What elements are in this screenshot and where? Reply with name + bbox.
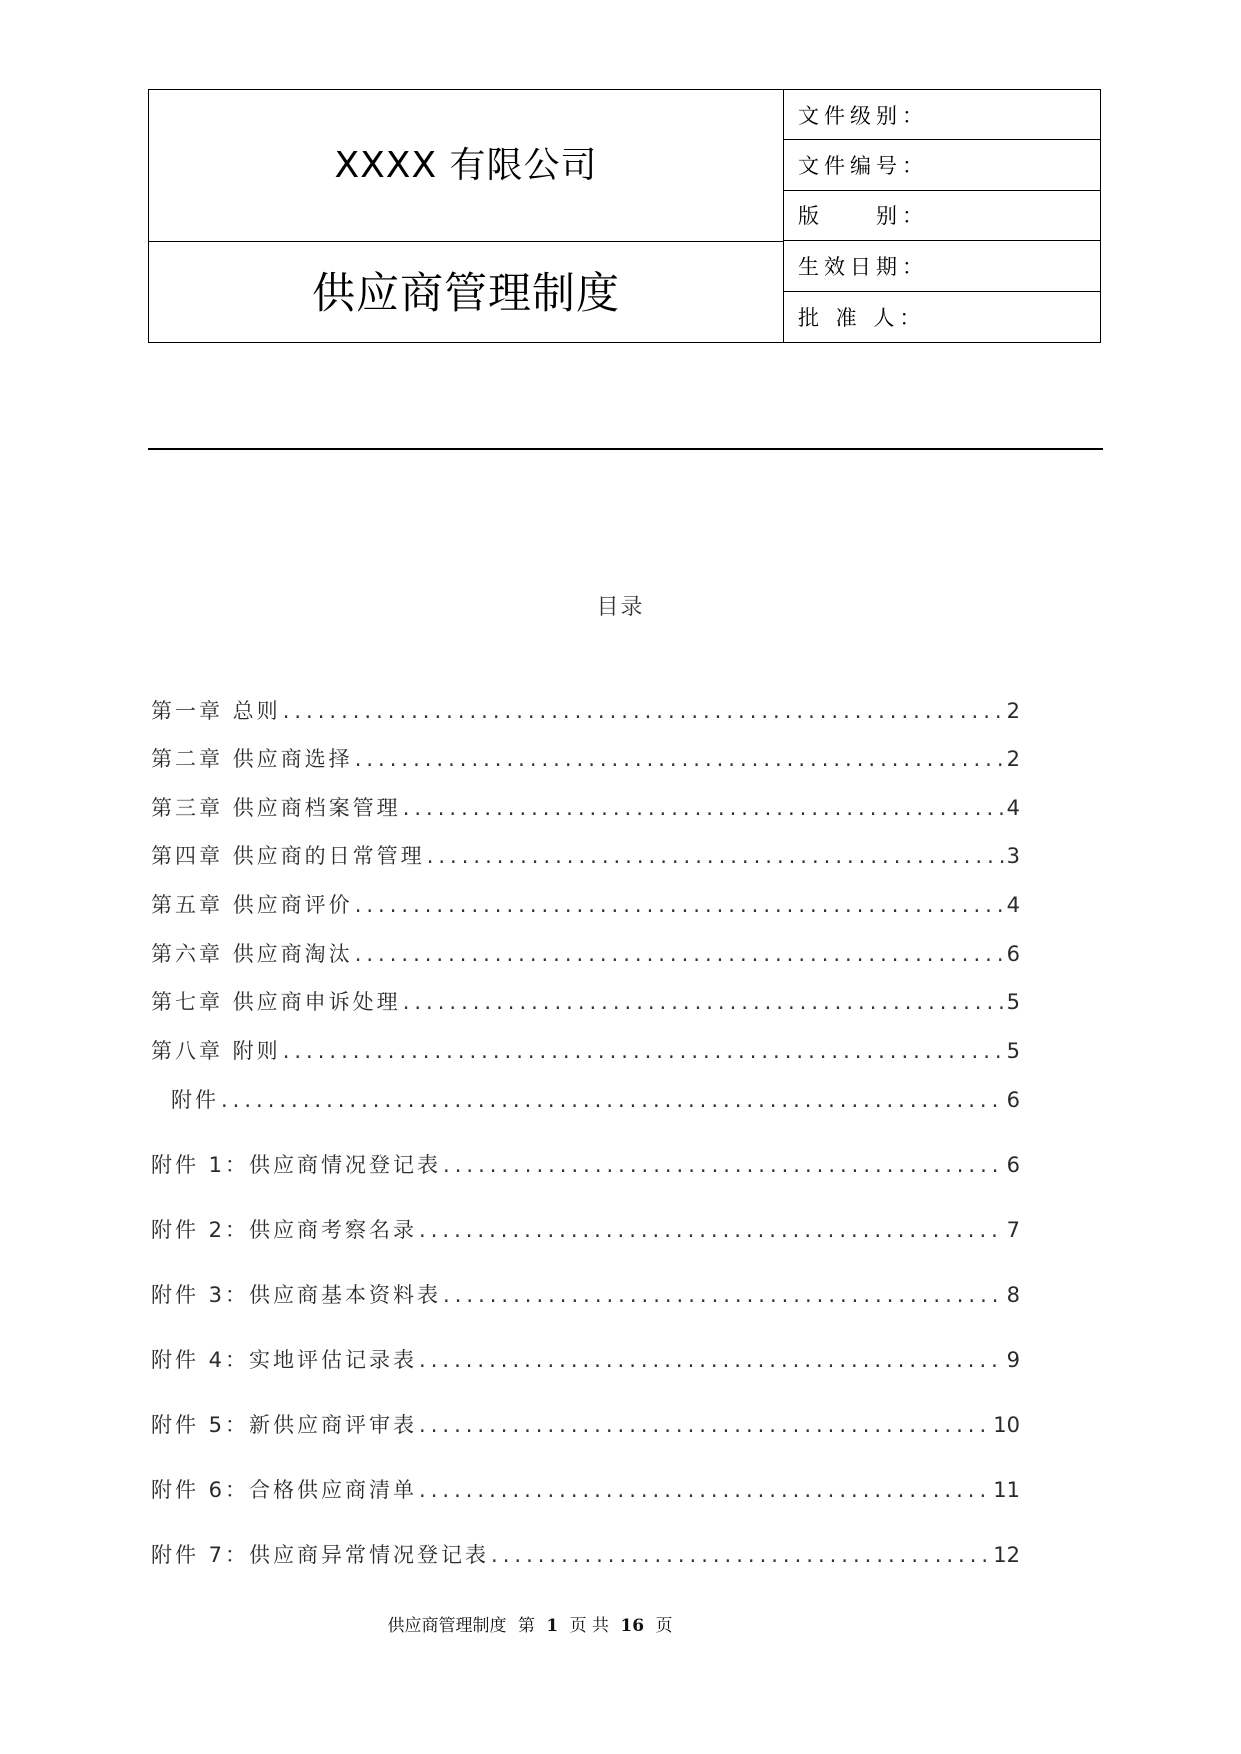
toc-entry-page: 5: [1006, 1039, 1020, 1063]
toc-entry[interactable]: [151, 986, 1020, 1016]
document-meta: [784, 90, 1100, 342]
toc-entry-page: 5: [1006, 990, 1020, 1014]
document-header-table: [148, 89, 1101, 343]
toc-entry[interactable]: [151, 1474, 1020, 1504]
toc-entry-page: 2: [1006, 699, 1020, 723]
toc-entry-label: 附件 1：供应商情况登记表: [151, 1153, 442, 1177]
toc-entry[interactable]: [151, 840, 1020, 870]
toc-entry-page: 6: [1006, 1088, 1020, 1112]
toc-entry-label: 第三章 供应商档案管理: [151, 796, 401, 820]
toc-entry[interactable]: [151, 1344, 1020, 1374]
toc-entry[interactable]: [151, 695, 1020, 725]
toc-entry-label: 附件 2：供应商考察名录: [151, 1218, 418, 1242]
toc-entry-page: 10: [993, 1413, 1020, 1437]
toc-leader-dots: [419, 1413, 991, 1437]
toc-leader-dots: [355, 893, 1005, 917]
meta-file-level: 文件级别：: [784, 90, 1100, 140]
toc-entry[interactable]: [151, 792, 1020, 822]
toc-entry-label: 附件 3：供应商基本资料表: [151, 1283, 442, 1307]
toc-entry-label: 第四章 供应商的日常管理: [151, 844, 425, 868]
toc-title: 目录: [596, 595, 645, 620]
toc-leader-dots: [419, 1218, 1005, 1242]
document-title: 供应商管理制度: [312, 268, 620, 319]
toc-entry-page: 6: [1006, 942, 1020, 966]
toc-leader-dots: [403, 796, 1005, 820]
toc-entry-label: 第八章 附则: [151, 1039, 281, 1063]
toc-entry[interactable]: [151, 1214, 1020, 1244]
toc-leader-dots: [221, 1088, 1005, 1112]
toc-leader-dots: [419, 1348, 1005, 1372]
toc-entry[interactable]: [151, 1409, 1020, 1439]
meta-version: 版 别：: [784, 191, 1100, 241]
toc-entry[interactable]: [151, 1035, 1020, 1065]
toc-entry-page: 2: [1006, 747, 1020, 771]
footer-page-prefix: 第: [517, 1616, 535, 1636]
footer-doc-name: 供应商管理制度: [387, 1616, 507, 1636]
toc-entry-label: 附件 6：合格供应商清单: [151, 1478, 418, 1502]
toc-leader-dots: [491, 1543, 991, 1567]
toc-entry[interactable]: [151, 1084, 1020, 1114]
toc-entry-page: 12: [993, 1543, 1020, 1567]
toc-entry-page: 4: [1006, 893, 1020, 917]
meta-effective-date: 生效日期：: [784, 241, 1100, 291]
footer-page-total: 16: [620, 1616, 645, 1636]
toc-leader-dots: [355, 942, 1005, 966]
toc-leader-dots: [355, 747, 1005, 771]
toc-entry-label: 附件 4：实地评估记录表: [151, 1348, 418, 1372]
footer-page-current: 1: [546, 1616, 559, 1636]
toc-entry-label: 第五章 供应商评价: [151, 893, 353, 917]
toc-entry[interactable]: [151, 1149, 1020, 1179]
page-footer: [0, 1611, 1060, 1636]
footer-page-mid: 页 共: [569, 1616, 609, 1636]
toc-entry[interactable]: [151, 938, 1020, 968]
horizontal-divider: [148, 448, 1103, 450]
toc-leader-dots: [427, 844, 1005, 868]
footer-page-suffix: 页: [655, 1616, 673, 1636]
meta-approver: 批 准 人：: [798, 305, 926, 330]
toc-entry-label: 第七章 供应商申诉处理: [151, 990, 401, 1014]
meta-file-number: 文件编号：: [784, 140, 1100, 190]
toc-leader-dots: [283, 699, 1005, 723]
toc-entry-label: 附件 7：供应商异常情况登记表: [151, 1543, 490, 1567]
company-name: XXXX 有限公司: [334, 145, 598, 186]
toc-entry-label: 附件 5：新供应商评审表: [151, 1413, 418, 1437]
toc-leader-dots: [403, 990, 1005, 1014]
toc-entry-page: 4: [1006, 796, 1020, 820]
toc-entry-label: 附件: [171, 1088, 219, 1112]
toc-entry-label: 第一章 总则: [151, 699, 281, 723]
toc-leader-dots: [419, 1478, 991, 1502]
toc-entry[interactable]: [151, 1279, 1020, 1309]
toc-entry-page: 11: [993, 1478, 1020, 1502]
toc-entry[interactable]: [151, 1539, 1020, 1569]
toc-leader-dots: [283, 1039, 1005, 1063]
toc-entry-page: 8: [1006, 1283, 1020, 1307]
title-cell: [149, 242, 784, 342]
toc-leader-dots: [443, 1153, 1005, 1177]
toc-entry-page: 9: [1006, 1348, 1020, 1372]
toc-entry-page: 3: [1006, 844, 1020, 868]
toc-leader-dots: [443, 1283, 1005, 1307]
toc-entry[interactable]: [151, 743, 1020, 773]
toc-entry[interactable]: [151, 889, 1020, 919]
toc-entry-label: 第二章 供应商选择: [151, 747, 353, 771]
toc-entry-page: 7: [1006, 1218, 1020, 1242]
toc-entry-page: 6: [1006, 1153, 1020, 1177]
toc-entry-label: 第六章 供应商淘汰: [151, 942, 353, 966]
company-cell: [149, 90, 784, 242]
